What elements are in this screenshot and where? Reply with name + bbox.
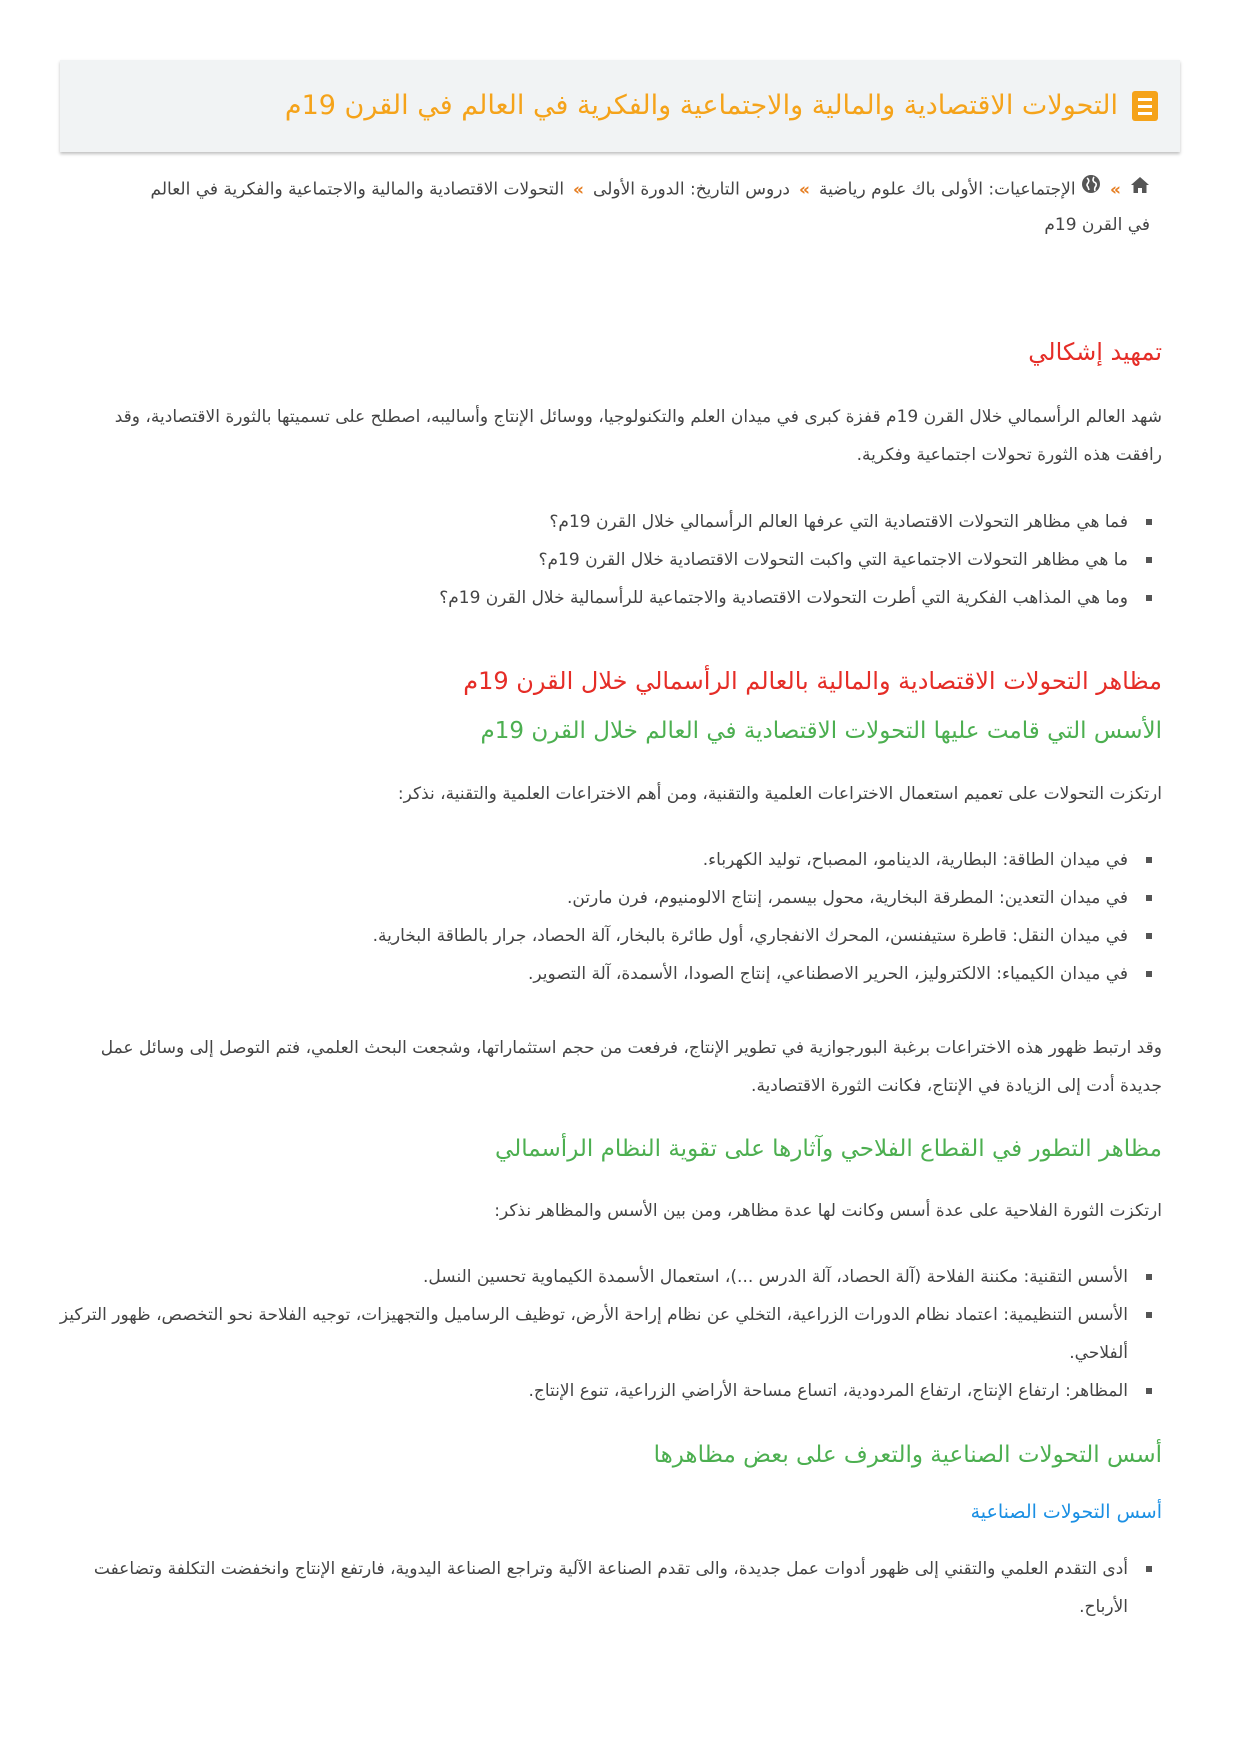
economic-conclusion-paragraph: وقد ارتبط ظهور هذه الاختراعات برغبة البورجوازية في تطوير الإنتاج، فرفعت من حجم استثماراتها، وشجعت البحث العلمي، فتم التوصل إلى وسائل عمل جديدة أدت إلى الزيادة في الإنتاج، فكانت الثورة الاقتصادية. (100, 1038, 1162, 1096)
title-bar (60, 60, 1180, 152)
list-item: فما هي مظاهر التحولات الاقتصادية التي عرفها العالم الرأسمالي خلال القرن 19م؟ (46, 503, 1128, 541)
subheading-foundations: الأسس التي قامت عليها التحولات الاقتصادية في العالم خلال القرن 19م (480, 718, 1162, 744)
breadcrumb-separator: » (1110, 179, 1121, 200)
breadcrumb-link-history-lessons[interactable]: دروس التاريخ: الدورة الأولى (593, 179, 790, 200)
list-item: ما هي مظاهر التحولات الاجتماعية التي واكبت التحولات الاقتصادية خلال القرن 19م؟ (46, 541, 1128, 579)
agriculture-list (46, 1258, 1162, 1410)
inventions-list (46, 841, 1162, 993)
breadcrumb (150, 172, 1150, 243)
list-item: أدى التقدم العلمي والتقني إلى ظهور أدوات عمل جديدة، والى تقدم الصناعة الآلية وتراجع الصناعة اليدوية، فارتفع الإنتاج وانخفضت التكلفة وتضاعفت الأرباح. (46, 1550, 1128, 1626)
industry-list (46, 1550, 1162, 1626)
list-item: الأسس التقنية: مكننة الفلاحة (آلة الحصاد، آلة الدرس ...)، استعمال الأسمدة الكيماوية تحسين النسل. (46, 1258, 1128, 1296)
section-heading-economic: مظاهر التحولات الاقتصادية والمالية بالعالم الرأسمالي خلال القرن 19م (463, 667, 1162, 695)
section-heading-agriculture: مظاهر التطور في القطاع الفلاحي وآثارها على تقوية النظام الرأسمالي (495, 1136, 1162, 1162)
section-heading-industry: أسس التحولات الصناعية والتعرف على بعض مظاهرها (653, 1442, 1162, 1468)
list-item: في ميدان الطاقة: البطارية، الدينامو، المصباح، توليد الكهرباء. (46, 841, 1128, 879)
list-item: في ميدان النقل: قاطرة ستيفنسن، المحرك الانفجاري، أول طائرة بالبخار، آلة الحصاد، جرار بالطاقة البخارية. (46, 917, 1128, 955)
list-item: وما هي المذاهب الفكرية التي أطرت التحولات الاقتصادية والاجتماعية للرأسمالية خلال القرن 19م؟ (46, 579, 1128, 617)
subheading-industrial-foundations: أسس التحولات الصناعية (970, 1501, 1162, 1523)
breadcrumb-separator: » (573, 179, 585, 200)
breadcrumb-separator: » (798, 179, 810, 200)
list-item: في ميدان التعدين: المطرقة البخارية، محول بيسمر، إنتاج الالومنيوم، فرن مارتن. (46, 879, 1128, 917)
section-heading-intro: تمهيد إشكالي (1028, 338, 1162, 366)
breadcrumb-current: التحولات الاقتصادية والمالية والاجتماعية والفكرية في العالم في القرن 19م (150, 179, 1150, 235)
intro-paragraph: شهد العالم الرأسمالي خلال القرن 19م قفزة كبرى في ميدان العلم والتكنولوجيا، ووسائل الإنتاج وأساليبه، اصطلح على تسميتها بالثورة الاقتصادية، وقد رافقت هذه الثورة تحولات اجتماعية وفكرية. (114, 407, 1162, 465)
page-title: التحولات الاقتصادية والمالية والاجتماعية والفكرية في العالم في القرن 19م (284, 89, 1118, 121)
home-icon[interactable] (1130, 172, 1150, 207)
agriculture-intro-paragraph: ارتكزت الثورة الفلاحية على عدة أسس وكانت لها عدة مظاهر، ومن بين الأسس والمظاهر نذكر: (494, 1201, 1162, 1221)
list-item: الأسس التنظيمية: اعتماد نظام الدورات الزراعية، التخلي عن نظام إراحة الأرض، توظيف الرساميل والتجهيزات، توجيه الفلاحة نحو التخصص، ظهور التركيز ألفلاحي. (46, 1296, 1128, 1372)
breadcrumb-link-social-studies[interactable]: الإجتماعيات: الأولى باك علوم رياضية (818, 179, 1076, 200)
list-item: المظاهر: ارتفاع الإنتاج، ارتفاع المردودية، اتساع مساحة الأراضي الزراعية، تنوع الإنتاج. (46, 1372, 1128, 1410)
economic-intro-paragraph: ارتكزت التحولات على تعميم استعمال الاختراعات العلمية والتقنية، ومن أهم الاختراعات العلمية والتقنية، نذكر: (397, 784, 1162, 804)
questions-list (46, 503, 1162, 617)
list-item: في ميدان الكيمياء: الالكتروليز، الحرير الاصطناعي، إنتاج الصودا، الأسمدة، آلة التصوير. (46, 955, 1128, 993)
document-icon (1132, 91, 1158, 121)
globe-icon (1081, 172, 1101, 207)
